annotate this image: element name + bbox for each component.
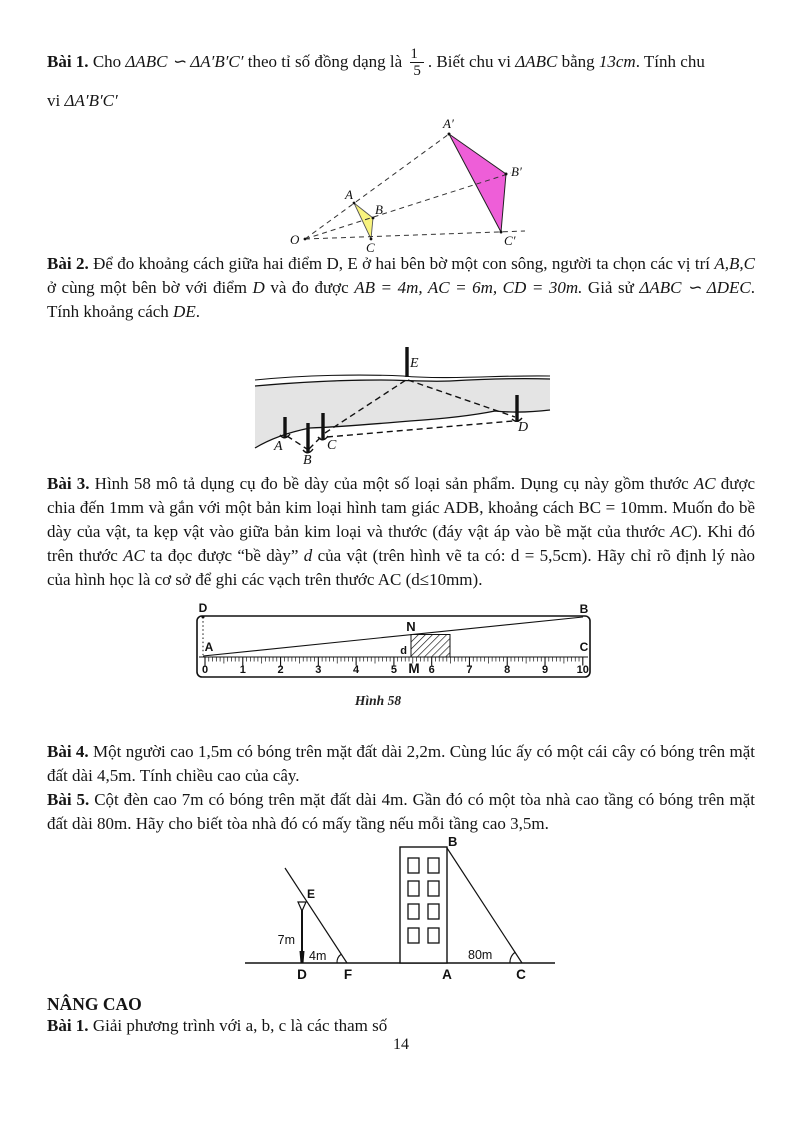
svg-text:0: 0: [201, 664, 209, 676]
text-segment: theo tỉ số đồng dạng là: [243, 52, 407, 71]
dim-4m: 4m: [309, 949, 327, 963]
math-segment: AC: [123, 546, 145, 565]
exercise-4-label: Bài 4.: [47, 742, 89, 761]
math-segment: ΔABC ∽ ΔDEC: [639, 278, 751, 297]
svg-text:1: 1: [239, 664, 246, 676]
exercise-3: [47, 472, 755, 592]
math-segment: DE: [173, 302, 196, 321]
pivot-arm-line-a-b: [203, 617, 583, 656]
svg-text:10: 10: [576, 664, 589, 676]
math-segment: d: [303, 546, 313, 565]
label-B: B: [303, 453, 312, 468]
ray-o-b1: [305, 173, 511, 239]
exercise-2: [47, 252, 755, 324]
label-d: d: [400, 645, 407, 657]
exercise-1-line-1: [47, 36, 755, 88]
figure-caption: Hình 58: [354, 693, 402, 708]
exercise-4: [47, 740, 755, 788]
exercise-1-label: Bài 1.: [47, 52, 89, 71]
text-segment: . Tính chu: [635, 52, 705, 71]
measured-object: [411, 635, 450, 658]
point-D-dot: [202, 616, 205, 619]
svg-text:3: 3: [315, 664, 322, 676]
segment-a-b: [287, 436, 307, 449]
text-segment: của vật (trên hình vẽ ta có: d = 5,5cm). Hãy chỉ rõ định lý nào của hình học là cơ sở để ghi các vạch trên thước AC (d≤10mm).: [47, 546, 755, 589]
text-segment: Hình 58 mô tả dụng cụ đo bề dày của một số loại sản phẩm. Dụng cụ này gồm thước: [89, 474, 694, 493]
ray-o-c1: [305, 231, 525, 239]
exercise-5: [47, 788, 755, 836]
text-segment: . Biết chu vi: [427, 52, 516, 71]
label-N: N: [406, 619, 416, 634]
math-segment: AC: [693, 474, 716, 493]
label-A: A: [345, 187, 353, 202]
label-B: B: [448, 834, 458, 849]
exercise-5-label: Bài 5.: [47, 790, 90, 809]
advanced-exercise-1: [47, 1014, 755, 1038]
figure-similar-triangles: [270, 115, 560, 255]
text-segment: Để đo khoảng cách giữa hai điểm D, E ở hai bên bờ một con sông, người ta chọn các vị trí: [88, 254, 715, 273]
ruler-scale-numbers: [202, 664, 589, 676]
fraction-denominator: 5: [410, 62, 424, 79]
angle-arc-C: [510, 952, 516, 963]
page-number: 14: [393, 1036, 409, 1053]
section-heading: NÂNG CAO: [47, 994, 142, 1014]
label-D: D: [297, 967, 307, 982]
label-C: C: [366, 240, 375, 255]
svg-text:7: 7: [466, 664, 473, 676]
text-segment: ta đọc được “bề dày”: [144, 546, 304, 565]
angle-arc-F: [337, 954, 342, 963]
text-segment: Giải phương trình với a, b, c là các tham số: [88, 1016, 388, 1035]
text-segment: ở cùng một bên bờ với điểm: [47, 278, 253, 297]
text-segment: Cho: [88, 52, 126, 71]
svg-text:4: 4: [353, 664, 360, 676]
text-segment: vi: [47, 91, 65, 110]
label-A-prime: A′: [443, 116, 454, 131]
svg-text:6: 6: [428, 664, 435, 676]
text-segment: Giả sử: [582, 278, 640, 297]
fraction: [406, 46, 428, 81]
lamp-post-base: [300, 951, 305, 963]
math-segment: A,B,C: [714, 254, 755, 273]
math-segment: ΔABC: [515, 52, 558, 71]
building: [400, 847, 447, 963]
fraction-numerator: 1: [410, 45, 418, 62]
ray-o-a1: [305, 134, 449, 239]
text-segment: ). Khi đó trên thước: [47, 522, 755, 565]
svg-text:8: 8: [504, 664, 511, 676]
label-O: O: [290, 232, 300, 247]
math-segment: D: [252, 278, 265, 297]
svg-text:5: 5: [390, 664, 397, 676]
label-D: D: [198, 601, 208, 615]
label-C: C: [579, 640, 589, 654]
triangle-a1b1c1: [449, 134, 506, 232]
text-segment: và đo được: [264, 278, 355, 297]
exercise-3-label: Bài 3.: [47, 474, 90, 493]
text-segment: Một người cao 1,5m có bóng trên mặt đất dài 2,2m. Cùng lúc ấy có một cái cây có bóng trên mặt đất dài 4,5m. Tính chiều cao của cây.: [47, 742, 755, 785]
exercise-2-label: Bài 2.: [47, 254, 89, 273]
label-A: A: [274, 439, 283, 454]
label-A: A: [442, 967, 452, 982]
label-E: E: [307, 887, 316, 901]
label-E: E: [410, 356, 419, 371]
math-segment: ΔABC ∽ ΔA′B′C′: [125, 52, 244, 71]
figure-ruler-device: [195, 603, 600, 715]
lamp-head: [298, 902, 306, 911]
math-segment: ΔA′B′C′: [64, 91, 118, 110]
label-D: D: [518, 420, 529, 435]
figure-lamp-building: [240, 834, 560, 990]
svg-text:9: 9: [541, 664, 549, 676]
label-C: C: [327, 438, 337, 453]
math-segment: AC: [670, 522, 693, 541]
dim-7m: 7m: [277, 933, 295, 947]
text-segment: .: [195, 302, 200, 321]
label-B: B: [579, 602, 589, 616]
label-M: M: [408, 661, 420, 676]
math-segment: AB = 4m, AC = 6m, CD = 30m.: [354, 278, 583, 297]
triangle-abc: [354, 203, 373, 239]
label-F: F: [343, 967, 353, 982]
dim-80m: 80m: [468, 948, 493, 962]
label-C: C: [516, 967, 526, 982]
svg-text:2: 2: [277, 664, 284, 676]
exercise-1-line-2: [47, 89, 755, 113]
exercise-1: [47, 36, 755, 113]
text-segment: . Tính khoảng cách: [47, 278, 756, 321]
text-segment: Cột đèn cao 7m có bóng trên mặt đất dài 4m. Gần đó có một tòa nhà cao tầng có bóng trên mặt đất dài 80m. Hãy cho biết tòa nhà đó có mấy tầng nếu mỗi tầng cao 3,5m.: [47, 790, 755, 833]
figure-river: [255, 335, 550, 470]
text-segment: được chia đến 1mm và gắn với một bản kim loại hình tam giác ADB, khoảng cách BC = 10mm. Muốn đo bề dày của vật, ta kẹp vật vào giữa bản kim loại và thước (đáy vật áp vào bề mặt của thước: [47, 474, 756, 541]
label-A: A: [204, 640, 214, 654]
advanced-exercise-1-label: Bài 1.: [47, 1016, 89, 1035]
sun-ray-building: [447, 848, 522, 963]
label-B: B: [375, 202, 383, 217]
label-C-prime: C′: [504, 233, 516, 248]
math-segment: 13cm: [598, 52, 636, 71]
text-segment: bằng: [557, 52, 599, 71]
label-B-prime: B′: [511, 164, 522, 179]
